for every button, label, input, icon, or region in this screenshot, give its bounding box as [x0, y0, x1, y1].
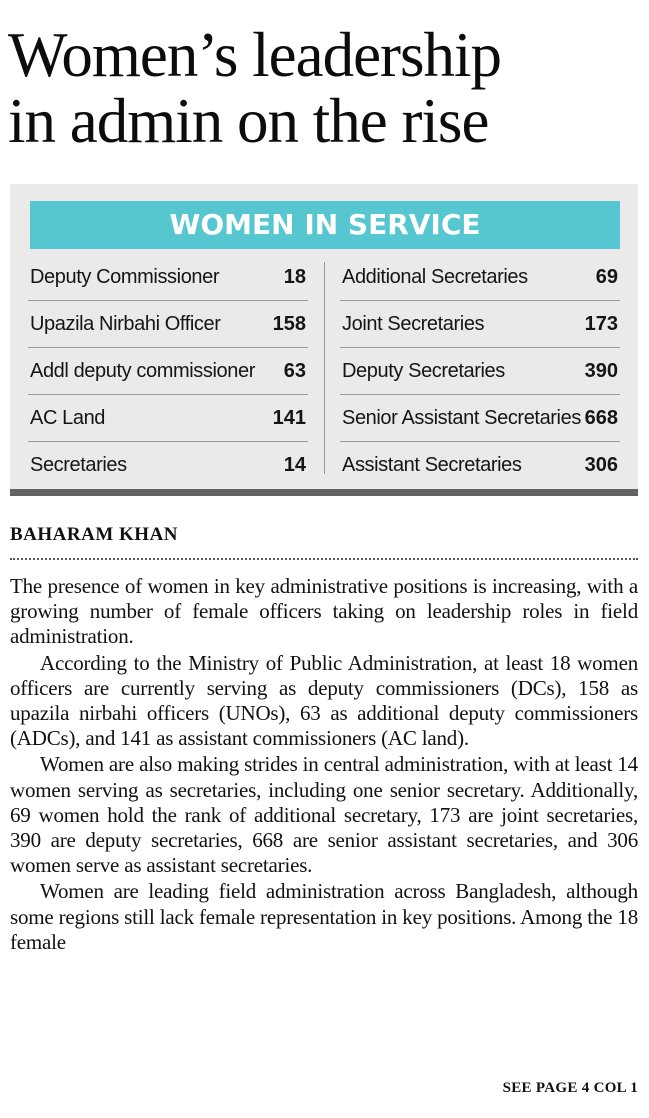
infobox-row [340, 348, 620, 395]
row-label: Deputy Commissioner [30, 266, 220, 288]
infobox-row [340, 442, 620, 489]
column-divider [324, 262, 325, 474]
byline: BAHARAM KHAN [10, 524, 179, 545]
dotted-divider [10, 558, 638, 560]
infobox-row [340, 254, 620, 301]
row-label: Additional Secretaries [342, 266, 528, 288]
row-value: 158 [272, 313, 306, 335]
infobox-title: WOMEN IN SERVICE [30, 201, 620, 249]
infobox-row [340, 301, 620, 348]
row-label: AC Land [30, 407, 106, 429]
row-value: 390 [584, 360, 618, 382]
infobox-left-column [28, 254, 308, 478]
row-value: 141 [272, 407, 306, 429]
row-label: Upazila Nirbahi Officer [30, 313, 221, 335]
row-label: Addl deputy commissioner [30, 360, 255, 382]
infobox-row [28, 348, 308, 395]
article-body [10, 574, 638, 956]
row-value: 63 [283, 360, 306, 382]
row-value: 14 [283, 454, 306, 476]
row-label: Secretaries [30, 454, 127, 476]
headline-line-1: Women’s leadership [8, 20, 502, 90]
row-value: 668 [584, 407, 618, 429]
article-paragraph: The presence of women in key administrative positions is increasing, with a growing number of female officers taking on leadership roles in field administration. [10, 574, 638, 649]
infobox-row [28, 442, 308, 489]
infobox-row [28, 301, 308, 348]
row-label: Senior Assistant Secretaries [342, 407, 581, 429]
infobox-row [28, 395, 308, 442]
row-value: 173 [584, 313, 618, 335]
row-value: 306 [584, 454, 618, 476]
headline [8, 22, 644, 154]
row-label: Deputy Secretaries [342, 360, 505, 382]
row-value: 18 [283, 266, 306, 288]
article-paragraph: Women are also making strides in central administration, with at least 14 women serving as secretaries, including one senior secretary. Additionally, 69 women hold the rank of additional secretary, 173 are joint secretaries, 390 are deputy secretaries, 668 are senior assistant secretaries, and 306 women serve as assistant secretaries. [10, 752, 638, 878]
row-label: Assistant Secretaries [342, 454, 522, 476]
infobox-row [340, 395, 620, 442]
infobox-panel [10, 184, 638, 496]
continuation-note: SEE PAGE 4 COL 1 [502, 1080, 638, 1096]
infobox-row [28, 254, 308, 301]
article-paragraph: According to the Ministry of Public Administration, at least 18 women officers are currently serving as deputy commissioners (DCs), 158 as upazila nirbahi officers (UNOs), 63 as additional deputy commissioners (ADCs), and 141 as assistant commissioners (AC land). [10, 650, 638, 751]
row-value: 69 [595, 266, 618, 288]
article-paragraph: Women are leading field administration across Bangladesh, although some regions still lack female representation in key positions. Among the 18 female [10, 879, 638, 954]
headline-line-2: in admin on the rise [8, 86, 489, 156]
row-label: Joint Secretaries [342, 313, 485, 335]
infobox-right-column [340, 254, 620, 478]
